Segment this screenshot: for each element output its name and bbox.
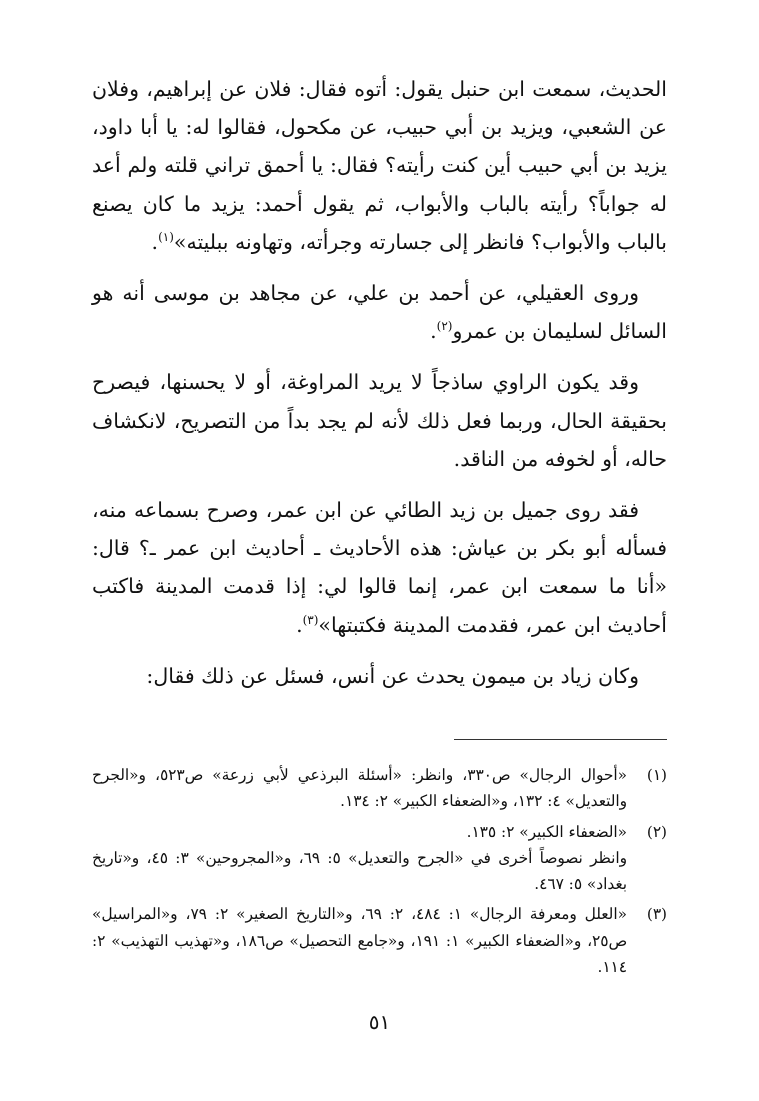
footnote-divider <box>454 739 667 740</box>
footnote-1-text: «أحوال الرجال» ص٣٣٠، وانظر: «أسئلة البرذعي لأبي زرعة» ص٥٢٣، و«الجرح والتعديل» ٤: ١٣٢، و«الضعفاء الكبير» ٢: ١٣٤. <box>92 766 627 811</box>
footnote-3-text: «العلل ومعرفة الرجال» ١: ٤٨٤، ٢: ٦٩، و«التاريخ الصغير» ٢: ٧٩، و«المراسيل» ص٢٥، و«الضعفاء الكبير» ١: ١٩١، و«جامع التحصيل» ص١٨٦، و«تهذيب التهذيب» ٢: ١١٤. <box>92 905 627 977</box>
footnote-2-line-1: «الضعفاء الكبير» ٢: ١٣٥. <box>466 822 627 841</box>
paragraph-4 <box>92 491 667 644</box>
footnote-3 <box>92 901 667 980</box>
footnote-2 <box>92 819 667 898</box>
paragraph-2-text: وروى العقيلي، عن أحمد بن علي، عن مجاهد بن موسى أنه هو السائل لسليمان بن عمرو <box>92 281 667 344</box>
paragraph-2 <box>92 274 667 350</box>
paragraph-4-end: . <box>296 612 303 637</box>
footnote-1-number: (١) <box>646 766 667 784</box>
footnote-3-number: (٣) <box>646 905 667 924</box>
footnotes <box>92 762 667 984</box>
paragraph-1 <box>92 70 667 261</box>
paragraph-2-end: . <box>430 319 437 344</box>
paragraph-3-text: وقد يكون الراوي ساذجاً لا يريد المراوغة، أو لا يحسنها، فيصرح بحقيقة الحال، وربما فعل ذلك لأنه لم يجد بداً من التصريح، لانكشاف حاله، أو لخوفه من الناقد. <box>92 370 667 471</box>
paragraph-1-end: . <box>151 229 159 254</box>
footnote-2-body <box>92 819 627 898</box>
paragraph-4-text: فقد روى جميل بن زيد الطائي عن ابن عمر، وصرح بسماعه منه، فسأله أبو بكر بن عياش: هذه الأحاديث ـ أحاديث ابن عمر ـ؟ قال: «أنا ما سمعت ابن عمر، إنما قالوا لي: إذا قدمت المدينة فاكتب أحاديث ابن عمر، فقدمت المدينة فكتبتها» <box>92 498 667 637</box>
footnote-1 <box>92 762 667 815</box>
page-number: ٥١ <box>368 1010 391 1034</box>
footnote-2-number: (٢) <box>646 822 667 841</box>
footnote-2-line-2: وانظر نصوصاً أخرى في «الجرح والتعديل» ٥: ٦٩، و«المجروحين» ٣: ٤٥، و«تاريخ بغداد» ٥: ٤٦٧. <box>92 848 627 894</box>
paragraph-1-text: الحديث، سمعت ابن حنبل يقول: أتوه فقال: فلان عن إبراهيم، وفلان عن الشعبي، ويزيد بن أبي حبيب، عن مكحول، فقالوا له: يا أبا داود، يزيد بن أبي حبيب أين كنت رأيته؟ فقال: يا أحمق تراني قلته ولم أعد له جواباً؟ رأيته بالباب والأبواب، ثم يقول أحمد: يزيد ما كان يصنع بالباب والأبواب؟ فانظر إلى جسارته وجرأته، وتهاونه ببليته» <box>92 77 667 254</box>
footnote-ref-3[interactable]: (٣) <box>302 612 319 627</box>
main-text <box>92 70 667 695</box>
footnote-ref-2[interactable]: (٢) <box>436 319 453 334</box>
paragraph-5 <box>92 657 667 695</box>
footnote-ref-1[interactable]: (١) <box>158 229 174 244</box>
paragraph-3 <box>92 363 667 478</box>
paragraph-5-text: وكان زياد بن ميمون يحدث عن أنس، فسئل عن ذلك فقال: <box>146 663 639 688</box>
